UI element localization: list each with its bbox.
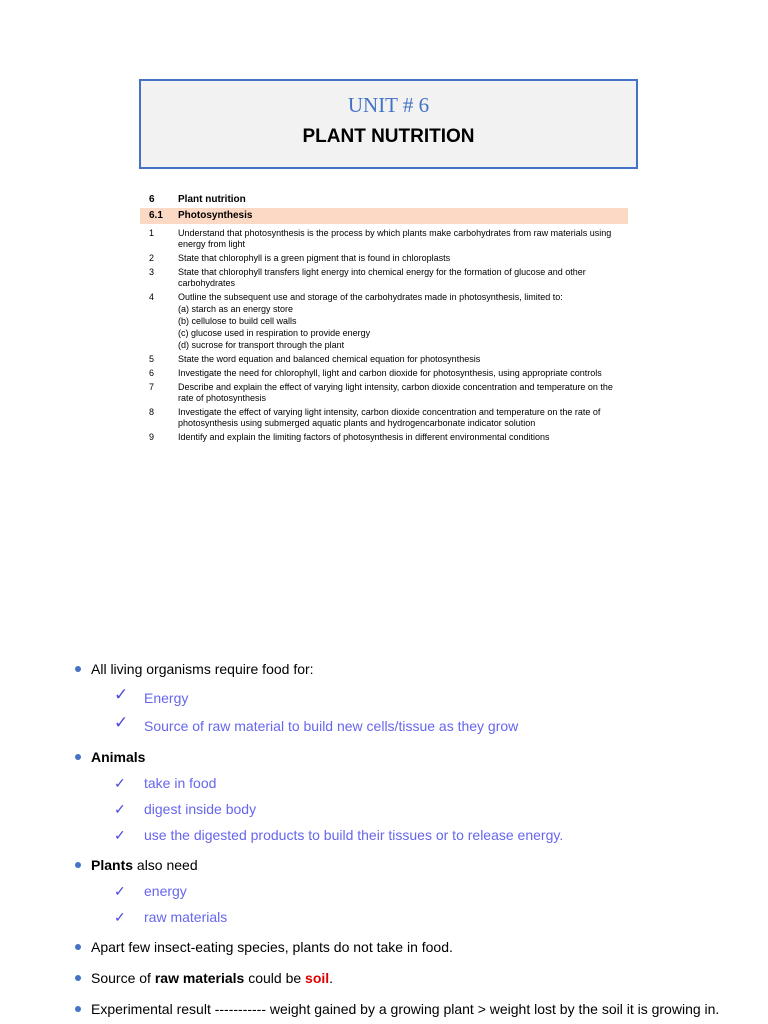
item-number: 7: [149, 382, 155, 392]
syllabus-section-row: [140, 192, 628, 208]
syllabus-item: [140, 354, 628, 365]
bullet-text: Apart few insect-eating species, plants do not take in food.: [91, 939, 453, 955]
subitem-text: (a) starch as an energy store: [178, 304, 294, 314]
syllabus-subitem: [140, 316, 628, 327]
bullet-item: [75, 856, 198, 874]
item-text: State that chlorophyll is a green pigment that is found in chloroplasts: [178, 253, 451, 263]
checkmark-icon: ✓: [114, 713, 129, 732]
bullet-dot-icon: [75, 975, 81, 981]
syllabus-item: [140, 292, 628, 303]
checkmark-icon: ✓: [114, 883, 126, 899]
item-number: 3: [149, 267, 155, 277]
syllabus-item: [140, 228, 628, 250]
checkmark-icon: ✓: [114, 801, 126, 817]
subitem-text: (b) cellulose to build cell walls: [178, 316, 297, 326]
unit-title-box: [139, 79, 638, 169]
syllabus-subitem: [140, 328, 628, 339]
check-text: Source of raw material to build new cells/tissue as they grow: [144, 718, 519, 734]
section-title: Plant nutrition: [178, 194, 246, 205]
subitem-text: (d) sucrose for transport through the plant: [178, 340, 345, 350]
item-text: Investigate the effect of varying light intensity, carbon dioxide concentration and temperature on the rate of photosynthesis using submerged aquatic plants and hydrogencarbonate indicator solution: [178, 407, 601, 428]
bullet-dot-icon: [75, 862, 81, 868]
item-number: 8: [149, 407, 155, 417]
check-item: [114, 800, 256, 818]
checkmark-icon: ✓: [114, 827, 126, 843]
checkmark-icon: ✓: [114, 685, 129, 704]
bullet-text: .: [329, 970, 334, 986]
item-number: 2: [149, 253, 155, 263]
check-text: raw materials: [144, 909, 228, 925]
check-text: digest inside body: [144, 801, 257, 817]
bullet-bold-text: raw materials: [154, 970, 245, 986]
bullet-item: [75, 938, 453, 956]
bullet-item: [75, 660, 314, 678]
item-text: Identify and explain the limiting factors of photosynthesis in different environmental conditions: [178, 432, 550, 442]
item-text: Investigate the need for chlorophyll, light and carbon dioxide for photosynthesis, using appropriate controls: [178, 368, 602, 378]
item-number: 4: [149, 292, 155, 302]
bullet-text: All living organisms require food for:: [91, 661, 314, 677]
bullet-bold-text: Animals: [91, 749, 146, 765]
bullet-dot-icon: [75, 1006, 81, 1012]
syllabus-table: [140, 192, 628, 446]
check-text: take in food: [144, 775, 217, 791]
check-text: use the digested products to build their tissues or to release energy.: [144, 827, 564, 843]
item-text: State the word equation and balanced chemical equation for photosynthesis: [178, 354, 481, 364]
syllabus-subitem: [140, 340, 628, 351]
syllabus-item: [140, 253, 628, 264]
syllabus-item: [140, 407, 628, 429]
section-number: 6: [149, 194, 155, 205]
unit-title: PLANT NUTRITION: [302, 126, 475, 147]
item-number: 1: [149, 228, 155, 238]
check-item: [114, 685, 189, 707]
syllabus-subsection-row: [140, 208, 628, 224]
syllabus-item: [140, 267, 628, 289]
check-item: [114, 774, 216, 792]
check-item: [114, 908, 227, 926]
bullet-item: [75, 748, 145, 766]
item-number: 5: [149, 354, 155, 364]
check-item: [114, 826, 563, 844]
bullet-dot-icon: [75, 754, 81, 760]
bullet-dot-icon: [75, 944, 81, 950]
check-item: [114, 713, 519, 735]
item-text: Understand that photosynthesis is the process by which plants make carbohydrates from raw materials using energy from light: [178, 228, 612, 249]
bullet-item: [75, 969, 333, 987]
syllabus-item: [140, 382, 628, 404]
syllabus-subitem: [140, 304, 628, 315]
bullet-item: [75, 1000, 719, 1018]
bullet-text: also need: [133, 857, 198, 873]
highlight-word: soil: [305, 970, 330, 986]
syllabus-item: [140, 432, 628, 443]
subsection-title: Photosynthesis: [178, 210, 253, 221]
bullet-bold-text: Plants: [91, 857, 134, 873]
syllabus-item: [140, 368, 628, 379]
check-text: energy: [144, 883, 187, 899]
item-number: 9: [149, 432, 155, 442]
check-item: [114, 882, 187, 900]
item-text: Describe and explain the effect of varying light intensity, carbon dioxide concentration and temperature on the rate of photosynthesis: [178, 382, 613, 403]
subitem-text: (c) glucose used in respiration to provide energy: [178, 328, 371, 338]
item-number: 6: [149, 368, 155, 378]
item-text: State that chlorophyll transfers light energy into chemical energy for the formation of glucose and other carbohydrates: [178, 267, 586, 288]
bullet-text: Experimental result ----------- weight gained by a growing plant > weight lost by the soil it is growing in.: [91, 1001, 720, 1017]
bullet-dot-icon: [75, 666, 81, 672]
bullet-text: could be: [244, 970, 306, 986]
unit-number: UNIT # 6: [347, 93, 430, 117]
bullet-text: Source of: [91, 970, 155, 986]
checkmark-icon: ✓: [114, 775, 126, 791]
check-text: Energy: [144, 690, 189, 706]
item-text: Outline the subsequent use and storage of the carbohydrates made in photosynthesis, limited to:: [178, 292, 563, 302]
checkmark-icon: ✓: [114, 909, 126, 925]
subsection-number: 6.1: [149, 210, 163, 221]
